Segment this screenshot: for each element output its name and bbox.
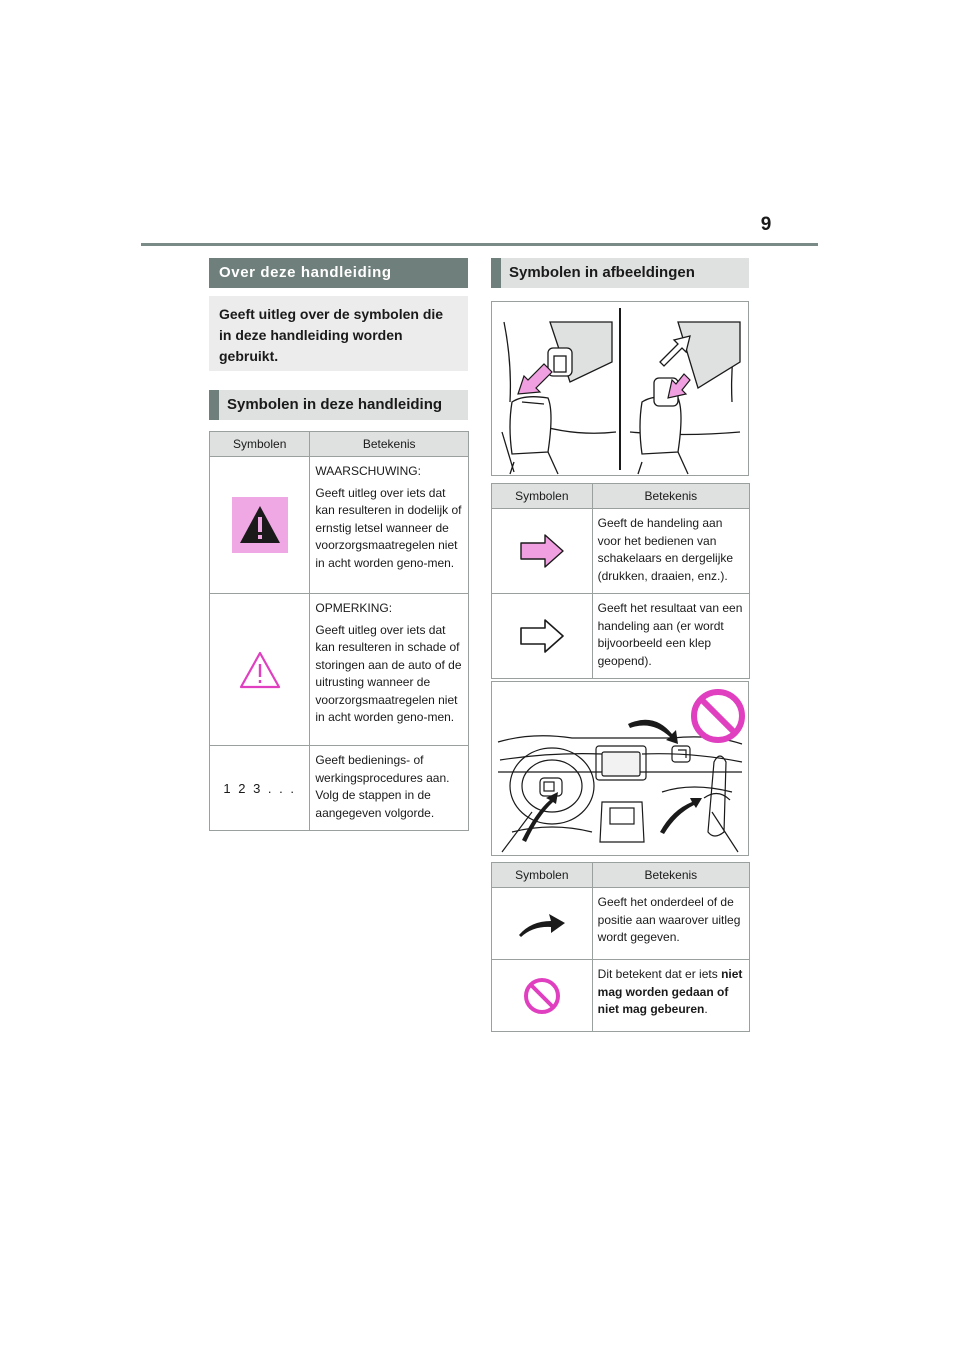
prohibited-description bbox=[593, 960, 749, 1027]
header-rule bbox=[141, 243, 818, 246]
prohibited-text-after: . bbox=[704, 1002, 708, 1016]
column-header-meaning: Betekenis bbox=[592, 863, 749, 888]
symbols-table-illustrations-2 bbox=[491, 862, 750, 1032]
symbol-cell bbox=[210, 594, 310, 746]
notice-description: Geeft uitleg over iets dat kan resulteren in schade of storingen aan de auto of de uitrusting wanneer de voorzorgsmaatregelen niet in acht worden geno-men. bbox=[315, 622, 462, 724]
warning-triangle-outline-icon bbox=[238, 650, 282, 690]
meaning-cell bbox=[310, 457, 469, 594]
column-header-symbol: Symbolen bbox=[492, 484, 593, 509]
meaning-cell bbox=[592, 888, 749, 960]
subsection-title-symbols-manual: Symbolen in deze handleiding bbox=[209, 390, 468, 420]
meaning-cell bbox=[592, 594, 749, 679]
filled-arrow-description: Geeft de handeling aan voor het bedienen van schakelaars en dergelijke (drukken, draaien, enz.). bbox=[597, 516, 734, 583]
symbols-table-manual bbox=[209, 431, 469, 831]
step-numbers-icon: 1 2 3 . . . bbox=[223, 780, 296, 796]
steps-description: Geeft bedienings- of werkingsprocedures aan. Volg de stappen in de aangegeven volgorde. bbox=[315, 753, 450, 820]
symbol-cell bbox=[210, 457, 310, 594]
meaning-cell bbox=[310, 594, 469, 746]
prohibited-text-before: Dit betekent dat er iets bbox=[597, 967, 722, 981]
prohibited-text-bold: niet mag worden gedaan of niet mag gebeuren bbox=[597, 967, 743, 1016]
warning-label: WAARSCHUWING: bbox=[315, 464, 421, 478]
section-title-symbols-illustrations: Symbolen in afbeeldingen bbox=[491, 258, 749, 288]
intro-text: Geeft uitleg over de symbolen die in deze handleiding worden gebruikt. bbox=[209, 296, 468, 371]
pointer-arrow-description: Geeft het onderdeel of de positie aan waarover uitleg wordt gegeven. bbox=[597, 895, 741, 944]
symbol-cell bbox=[492, 594, 593, 679]
symbol-cell bbox=[492, 960, 593, 1032]
column-header-meaning: Betekenis bbox=[592, 484, 749, 509]
column-header-meaning: Betekenis bbox=[310, 432, 469, 457]
column-header-symbol: Symbolen bbox=[492, 863, 593, 888]
notice-label: OPMERKING: bbox=[315, 601, 393, 615]
page-number: 9 bbox=[760, 214, 772, 235]
seatbelt-illustration bbox=[491, 301, 749, 476]
symbol-cell bbox=[210, 746, 310, 831]
outline-arrow-icon bbox=[519, 618, 565, 654]
meaning-cell bbox=[592, 960, 749, 1032]
symbols-table-illustrations-1 bbox=[491, 483, 750, 679]
dashboard-illustration bbox=[491, 681, 749, 856]
symbol-cell bbox=[492, 509, 593, 594]
outline-arrow-description: Geeft het resultaat van een handeling aan (er wordt bijvoorbeeld een klep geopend). bbox=[597, 601, 743, 668]
curved-pointer-arrow-icon bbox=[517, 909, 567, 939]
warning-triangle-filled-icon bbox=[232, 497, 288, 553]
prohibited-icon bbox=[523, 977, 561, 1015]
warning-description: Geeft uitleg over iets dat kan resulteren in dodelijk of ernstig letsel wanneer de voorzorgsmaatregelen niet in acht worden geno-men. bbox=[315, 485, 462, 570]
section-title-about-manual: Over deze handleiding bbox=[209, 258, 468, 288]
column-header-symbol: Symbolen bbox=[210, 432, 310, 457]
meaning-cell bbox=[310, 746, 469, 831]
filled-arrow-icon bbox=[519, 533, 565, 569]
symbol-cell bbox=[492, 888, 593, 960]
meaning-cell bbox=[592, 509, 749, 594]
